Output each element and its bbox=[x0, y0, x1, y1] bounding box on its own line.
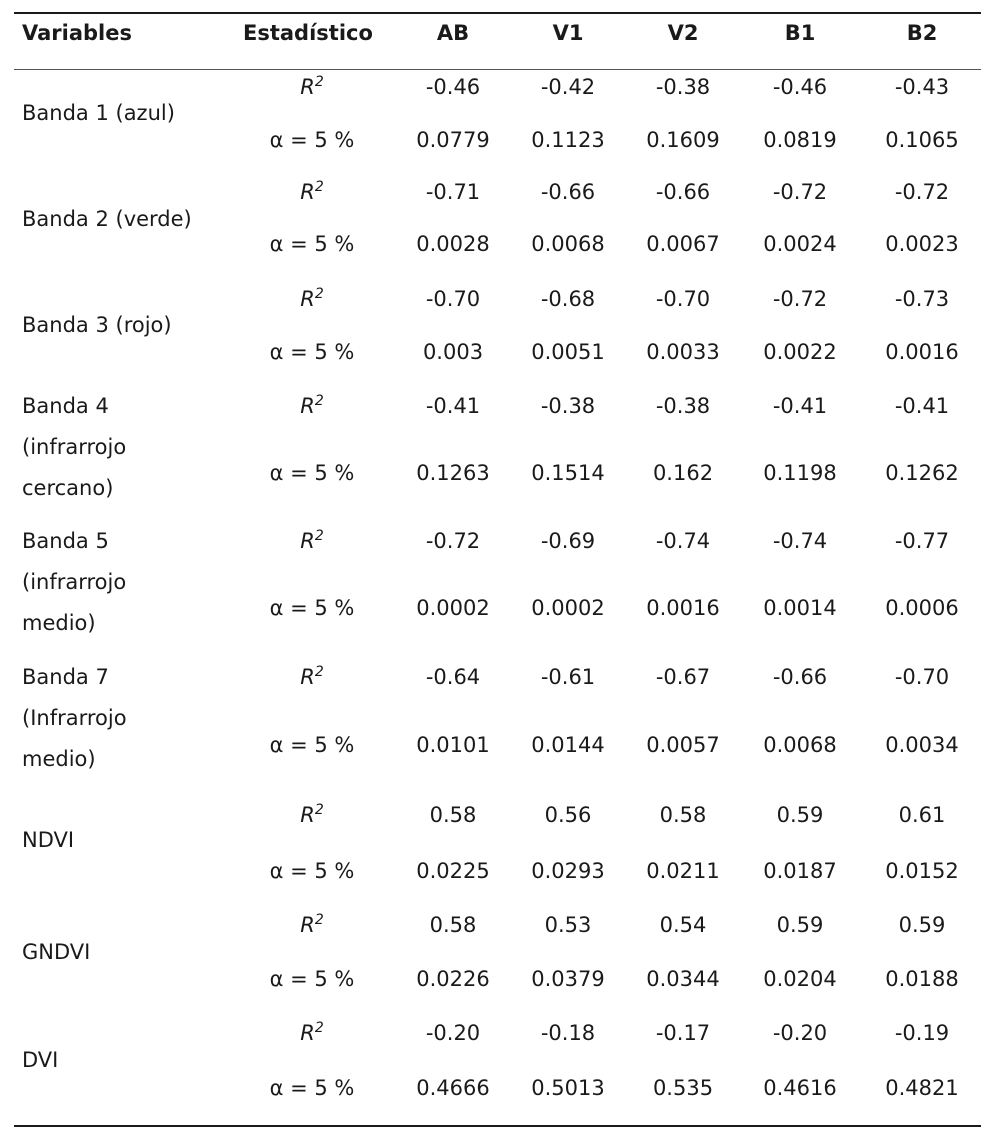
r2-superscript: 2 bbox=[314, 528, 324, 544]
stat-r2-label bbox=[232, 529, 392, 553]
stat-alpha-label: α = 5 % bbox=[269, 1076, 355, 1100]
table-cell-r2: -0.69 bbox=[540, 529, 596, 553]
table-cell-r2: -0.66 bbox=[772, 665, 828, 689]
table-cell-alpha: 0.1609 bbox=[646, 128, 720, 152]
table-bottom-rule bbox=[14, 1125, 981, 1127]
table-cell-r2: -0.19 bbox=[894, 1021, 950, 1045]
table-cell-alpha: 0.0002 bbox=[416, 596, 490, 620]
table-cell-r2: -0.17 bbox=[655, 1021, 711, 1045]
variable-label: DVI bbox=[22, 1048, 59, 1072]
table-cell-r2: -0.70 bbox=[655, 287, 711, 311]
table-cell-r2: -0.72 bbox=[894, 180, 950, 204]
stat-r2-label bbox=[232, 180, 392, 204]
table-cell-alpha: 0.0819 bbox=[763, 128, 837, 152]
table-cell-alpha: 0.0051 bbox=[531, 340, 605, 364]
table-cell-alpha: 0.0344 bbox=[646, 967, 720, 991]
table-cell-r2: 0.58 bbox=[659, 803, 707, 827]
table-cell-r2: -0.67 bbox=[655, 665, 711, 689]
table-cell-r2: 0.56 bbox=[544, 803, 592, 827]
table-cell-alpha: 0.0068 bbox=[531, 232, 605, 256]
table-cell-r2: -0.46 bbox=[425, 75, 481, 99]
table-cell-alpha: 0.0779 bbox=[416, 128, 490, 152]
r2-base: R bbox=[300, 394, 315, 418]
stat-alpha-label: α = 5 % bbox=[269, 232, 355, 256]
table-cell-r2: -0.38 bbox=[655, 394, 711, 418]
variable-label: GNDVI bbox=[22, 940, 91, 964]
header-b2: B2 bbox=[906, 21, 938, 45]
table-cell-r2: -0.41 bbox=[894, 394, 950, 418]
r2-base: R bbox=[300, 180, 315, 204]
table-cell-r2: -0.68 bbox=[540, 287, 596, 311]
variable-label: medio) bbox=[22, 611, 96, 635]
variable-label: NDVI bbox=[22, 828, 75, 852]
table-cell-r2: -0.70 bbox=[425, 287, 481, 311]
table-cell-alpha: 0.4666 bbox=[416, 1076, 490, 1100]
table-cell-alpha: 0.0144 bbox=[531, 733, 605, 757]
table-cell-r2: -0.70 bbox=[894, 665, 950, 689]
stat-alpha-label: α = 5 % bbox=[269, 596, 355, 620]
table-cell-alpha: 0.1262 bbox=[885, 461, 959, 485]
table-cell-alpha: 0.0379 bbox=[531, 967, 605, 991]
variable-label: Banda 4 bbox=[22, 394, 109, 418]
table-cell-r2: -0.38 bbox=[540, 394, 596, 418]
table-cell-r2: -0.66 bbox=[655, 180, 711, 204]
table-cell-alpha: 0.003 bbox=[422, 340, 484, 364]
variable-label: Banda 3 (rojo) bbox=[22, 313, 172, 337]
table-cell-r2: -0.20 bbox=[425, 1021, 481, 1045]
variable-label: (Infrarrojo bbox=[22, 706, 127, 730]
stat-r2-label bbox=[232, 287, 392, 311]
stat-r2-label bbox=[232, 913, 392, 937]
table-cell-alpha: 0.0067 bbox=[646, 232, 720, 256]
table-cell-r2: -0.71 bbox=[425, 180, 481, 204]
table-cell-alpha: 0.0006 bbox=[885, 596, 959, 620]
table-cell-alpha: 0.0028 bbox=[416, 232, 490, 256]
table-cell-alpha: 0.1263 bbox=[416, 461, 490, 485]
table-cell-alpha: 0.0022 bbox=[763, 340, 837, 364]
stat-r2-label bbox=[232, 803, 392, 827]
r2-base: R bbox=[300, 529, 315, 553]
table-cell-alpha: 0.4616 bbox=[763, 1076, 837, 1100]
table-cell-alpha: 0.0068 bbox=[763, 733, 837, 757]
table-cell-r2: 0.54 bbox=[659, 913, 707, 937]
table-cell-r2: -0.20 bbox=[772, 1021, 828, 1045]
header-ab: AB bbox=[436, 21, 470, 45]
table-cell-r2: -0.64 bbox=[425, 665, 481, 689]
table-cell-alpha: 0.0002 bbox=[531, 596, 605, 620]
stat-r2-label bbox=[232, 665, 392, 689]
r2-superscript: 2 bbox=[314, 286, 324, 302]
variable-label: Banda 2 (verde) bbox=[22, 207, 192, 231]
table-cell-r2: -0.74 bbox=[772, 529, 828, 553]
r2-superscript: 2 bbox=[314, 912, 324, 928]
table-cell-r2: 0.59 bbox=[776, 913, 824, 937]
r2-base: R bbox=[300, 803, 315, 827]
r2-superscript: 2 bbox=[314, 802, 324, 818]
stat-alpha-label: α = 5 % bbox=[269, 967, 355, 991]
table-cell-r2: -0.72 bbox=[772, 287, 828, 311]
header-v2: V2 bbox=[667, 21, 699, 45]
table-cell-r2: -0.73 bbox=[894, 287, 950, 311]
table-cell-alpha: 0.1198 bbox=[763, 461, 837, 485]
table-header-rule bbox=[14, 69, 981, 70]
table-cell-r2: -0.72 bbox=[772, 180, 828, 204]
header-variables: Variables bbox=[22, 21, 132, 45]
variable-label: medio) bbox=[22, 747, 96, 771]
table-cell-alpha: 0.535 bbox=[652, 1076, 714, 1100]
table-cell-r2: 0.53 bbox=[544, 913, 592, 937]
table-cell-r2: 0.58 bbox=[429, 913, 477, 937]
r2-base: R bbox=[300, 913, 315, 937]
table-cell-r2: -0.61 bbox=[540, 665, 596, 689]
table-cell-r2: -0.43 bbox=[894, 75, 950, 99]
table-cell-alpha: 0.0188 bbox=[885, 967, 959, 991]
table-cell-r2: -0.46 bbox=[772, 75, 828, 99]
table-cell-alpha: 0.0204 bbox=[763, 967, 837, 991]
stat-r2-label bbox=[232, 394, 392, 418]
table-cell-r2: -0.38 bbox=[655, 75, 711, 99]
table-cell-alpha: 0.0034 bbox=[885, 733, 959, 757]
table-cell-alpha: 0.0023 bbox=[885, 232, 959, 256]
table-cell-alpha: 0.0293 bbox=[531, 859, 605, 883]
table-cell-r2: -0.74 bbox=[655, 529, 711, 553]
table-cell-r2: -0.42 bbox=[540, 75, 596, 99]
stat-alpha-label: α = 5 % bbox=[269, 128, 355, 152]
table-cell-alpha: 0.0016 bbox=[646, 596, 720, 620]
r2-superscript: 2 bbox=[314, 664, 324, 680]
table-cell-alpha: 0.0057 bbox=[646, 733, 720, 757]
stat-alpha-label: α = 5 % bbox=[269, 340, 355, 364]
variable-label: (infrarrojo bbox=[22, 570, 127, 594]
table-cell-alpha: 0.4821 bbox=[885, 1076, 959, 1100]
stat-r2-label bbox=[232, 75, 392, 99]
table-cell-alpha: 0.0014 bbox=[763, 596, 837, 620]
stat-alpha-label: α = 5 % bbox=[269, 859, 355, 883]
r2-base: R bbox=[300, 665, 315, 689]
table-cell-alpha: 0.1065 bbox=[885, 128, 959, 152]
table-cell-alpha: 0.5013 bbox=[531, 1076, 605, 1100]
variable-label: cercano) bbox=[22, 476, 114, 500]
header-v1: V1 bbox=[552, 21, 584, 45]
r2-superscript: 2 bbox=[314, 179, 324, 195]
r2-base: R bbox=[300, 1021, 315, 1045]
table-cell-alpha: 0.1514 bbox=[531, 461, 605, 485]
table-cell-alpha: 0.0152 bbox=[885, 859, 959, 883]
table-cell-r2: -0.77 bbox=[894, 529, 950, 553]
stat-alpha-label: α = 5 % bbox=[269, 461, 355, 485]
variable-label: (infrarrojo bbox=[22, 435, 127, 459]
table-cell-alpha: 0.0024 bbox=[763, 232, 837, 256]
table-cell-alpha: 0.0225 bbox=[416, 859, 490, 883]
variable-label: Banda 7 bbox=[22, 665, 109, 689]
stat-r2-label bbox=[232, 1021, 392, 1045]
table-cell-r2: 0.58 bbox=[429, 803, 477, 827]
table-cell-alpha: 0.162 bbox=[652, 461, 714, 485]
variable-label: Banda 1 (azul) bbox=[22, 101, 175, 125]
r2-superscript: 2 bbox=[314, 393, 324, 409]
r2-superscript: 2 bbox=[314, 74, 324, 90]
table-cell-alpha: 0.0101 bbox=[416, 733, 490, 757]
table-cell-r2: 0.61 bbox=[898, 803, 946, 827]
table-cell-alpha: 0.0211 bbox=[646, 859, 720, 883]
stat-alpha-label: α = 5 % bbox=[269, 733, 355, 757]
header-estadistico: Estadístico bbox=[243, 21, 373, 45]
table-cell-r2: 0.59 bbox=[776, 803, 824, 827]
table-cell-r2: -0.41 bbox=[772, 394, 828, 418]
table-cell-alpha: 0.0033 bbox=[646, 340, 720, 364]
table-cell-r2: -0.41 bbox=[425, 394, 481, 418]
table-cell-r2: -0.72 bbox=[425, 529, 481, 553]
table-cell-r2: -0.66 bbox=[540, 180, 596, 204]
header-b1: B1 bbox=[784, 21, 816, 45]
r2-base: R bbox=[300, 75, 315, 99]
table-top-rule bbox=[14, 12, 981, 14]
table-cell-alpha: 0.1123 bbox=[531, 128, 605, 152]
table-cell-alpha: 0.0016 bbox=[885, 340, 959, 364]
table-cell-alpha: 0.0226 bbox=[416, 967, 490, 991]
table-cell-r2: -0.18 bbox=[540, 1021, 596, 1045]
table-cell-r2: 0.59 bbox=[898, 913, 946, 937]
variable-label: Banda 5 bbox=[22, 529, 109, 553]
r2-base: R bbox=[300, 287, 315, 311]
table-cell-alpha: 0.0187 bbox=[763, 859, 837, 883]
r2-superscript: 2 bbox=[314, 1020, 324, 1036]
